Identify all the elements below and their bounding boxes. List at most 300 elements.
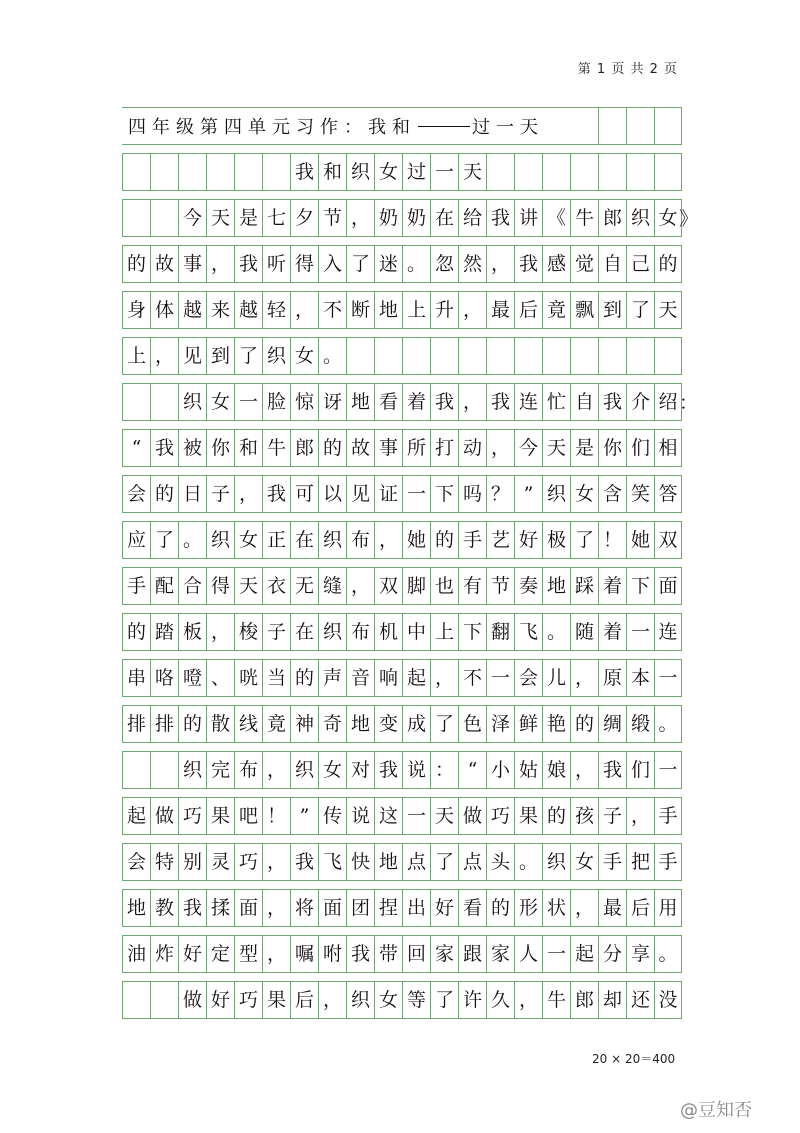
grid-cell: ，: [150, 338, 178, 374]
grid-cell: ，: [570, 890, 598, 926]
grid-cell: 地: [122, 890, 150, 926]
grid-cell: 得: [206, 568, 234, 604]
grid-cell: 一: [234, 384, 262, 420]
grid-cell: ，: [514, 982, 542, 1018]
grid-cell: 子: [598, 798, 626, 834]
grid-cell: 却: [598, 982, 626, 1018]
grid-cell: ，: [262, 752, 290, 788]
composition-grid: [122, 97, 698, 1017]
grid-cell: [654, 338, 682, 374]
grid-cell: 娘: [542, 752, 570, 788]
grid-row: [122, 373, 698, 419]
grid-row: [122, 97, 682, 143]
grid-cell: 正: [262, 522, 290, 558]
grid-cell: 见: [178, 338, 206, 374]
grid-cell: 子: [262, 614, 290, 650]
grid-cell: 奶: [374, 200, 402, 236]
grid-cell: 布: [346, 614, 374, 650]
grid-cell: 做: [150, 798, 178, 834]
grid-cell: [486, 154, 514, 190]
grid-cell: 被: [178, 430, 206, 466]
assignment-prefix: 四年级第四单元习作：我和: [128, 117, 416, 138]
grid-cell: ，: [346, 568, 374, 604]
grid-cell: 踏: [150, 614, 178, 650]
grid-cell: 一: [626, 614, 654, 650]
grid-cell: 起: [570, 936, 598, 972]
grid-row: [122, 281, 682, 327]
grid-cell: 织: [346, 982, 374, 1018]
grid-cell: 手: [654, 798, 682, 834]
grid-cell: 郎: [290, 430, 318, 466]
grid-cell: 型: [234, 936, 262, 972]
grid-cell: 织: [626, 200, 654, 236]
grid-cell: [234, 154, 262, 190]
grid-cell: 听: [262, 246, 290, 282]
grid-cell: 女: [570, 476, 598, 512]
grid-cell: 。: [654, 706, 682, 742]
grid-cell: 了: [626, 292, 654, 328]
grid-cell: 我: [346, 936, 374, 972]
grid-cell: 巧: [486, 798, 514, 834]
grid-cell: 捏: [374, 890, 402, 926]
grid-cell: 我: [290, 154, 318, 190]
grid-cell: 在: [430, 200, 458, 236]
grid-cell: 翻: [486, 614, 514, 650]
grid-cell: 们: [626, 430, 654, 466]
grid-cell: 吧: [234, 798, 262, 834]
grid-cell: 上: [402, 292, 430, 328]
grid-cell: 郎: [598, 200, 626, 236]
grid-cell: 织: [542, 844, 570, 880]
grid-cell: 变: [374, 706, 402, 742]
grid-cell: 巧: [234, 982, 262, 1018]
grid-cell: 介: [626, 384, 654, 420]
grid-cell: [542, 338, 570, 374]
grid-cell: 后: [514, 292, 542, 328]
grid-cell: ，: [626, 798, 654, 834]
grid-cell: ！: [262, 798, 290, 834]
grid-cell: 我: [486, 384, 514, 420]
grid-row: [122, 925, 682, 971]
grid-cell: 分: [598, 936, 626, 972]
grid-cell: 越: [178, 292, 206, 328]
grid-cell: 把: [626, 844, 654, 880]
grid-cell: 一: [542, 936, 570, 972]
grid-cell: 我: [178, 890, 206, 926]
grid-cell: 看: [458, 890, 486, 926]
grid-cell: 所: [402, 430, 430, 466]
grid-row: [122, 419, 682, 465]
grid-cell: 事: [178, 246, 206, 282]
grid-cell: ，: [486, 430, 514, 466]
grid-cell: 体: [150, 292, 178, 328]
grid-cell: 。: [542, 614, 570, 650]
grid-cell: 出: [402, 890, 430, 926]
grid-cell: [598, 108, 626, 144]
grid-cell: 双: [374, 568, 402, 604]
grid-cell: 她: [626, 522, 654, 558]
grid-cell: [150, 154, 178, 190]
grid-cell: 飘: [570, 292, 598, 328]
grid-cell: 的: [290, 660, 318, 696]
grid-cell: 梭: [234, 614, 262, 650]
grid-cell: 故: [346, 430, 374, 466]
grid-cell: 的: [122, 246, 150, 282]
grid-cell: 成: [402, 706, 430, 742]
grid-row: [122, 465, 682, 511]
grid-cell: 小: [486, 752, 514, 788]
grid-cell: ，: [458, 384, 486, 420]
grid-cell: 织: [318, 522, 346, 558]
grid-cell: 忽: [430, 246, 458, 282]
grid-cell: 己: [626, 246, 654, 282]
grid-cell: 下: [458, 614, 486, 650]
grid-cell: 衣: [262, 568, 290, 604]
grid-cell: 们: [626, 752, 654, 788]
grid-cell: 和: [318, 154, 346, 190]
page-number: 第 1 页 共 2 页: [577, 62, 678, 77]
grid-cell: 灵: [206, 844, 234, 880]
grid-cell: 双: [654, 522, 682, 558]
grid-cell: 等: [402, 982, 430, 1018]
grid-cell: 。: [178, 522, 206, 558]
grid-cell: 子: [206, 476, 234, 512]
grid-cell: [150, 982, 178, 1018]
grid-cell: 天: [542, 430, 570, 466]
grid-cell: [570, 154, 598, 190]
grid-cell: 孩: [570, 798, 598, 834]
grid-cell: 织: [318, 614, 346, 650]
grid-cell: 我: [374, 752, 402, 788]
grid-cell: 了: [430, 844, 458, 880]
grid-cell: 天: [206, 200, 234, 236]
grid-cell: 的: [542, 798, 570, 834]
grid-cell: 了: [430, 982, 458, 1018]
grid-cell: 手: [122, 568, 150, 604]
grid-cell: 好: [514, 522, 542, 558]
grid-cell: 咯: [150, 660, 178, 696]
grid-cell: 泽: [486, 706, 514, 742]
grid-cell: ，: [262, 936, 290, 972]
grid-cell: 的: [318, 430, 346, 466]
grid-cell: 日: [178, 476, 206, 512]
grid-cell: 觉: [570, 246, 598, 282]
grid-cell: 久: [486, 982, 514, 1018]
grid-cell: 在: [290, 614, 318, 650]
grid-cell: 面: [318, 890, 346, 926]
grid-cell: 见: [346, 476, 374, 512]
grid-cell: 的: [654, 246, 682, 282]
grid-cell: 地: [542, 568, 570, 604]
grid-cell: 。: [654, 936, 682, 972]
grid-cell: 我: [486, 200, 514, 236]
grid-cell: 牛: [570, 200, 598, 236]
assignment-line: [122, 108, 544, 144]
grid-cell: 应: [122, 522, 150, 558]
grid-cell: 回: [402, 936, 430, 972]
grid-cell: 一: [654, 660, 682, 696]
grid-cell: 也: [430, 568, 458, 604]
grid-row: [122, 235, 682, 281]
grid-cell: 织: [346, 154, 374, 190]
grid-cell: 快: [346, 844, 374, 880]
grid-cell: 七: [262, 200, 290, 236]
grid-cell: 天: [458, 154, 486, 190]
grid-cell: 越: [234, 292, 262, 328]
grid-cell: [374, 338, 402, 374]
grid-cell: 噔: [178, 660, 206, 696]
grid-cell: 家: [430, 936, 458, 972]
grid-cell: 合: [178, 568, 206, 604]
grid-cell: ，: [458, 292, 486, 328]
grid-cell: 你: [598, 430, 626, 466]
grid-cell: 头: [486, 844, 514, 880]
grid-cell: 奶: [402, 200, 430, 236]
grid-cell: 连: [514, 384, 542, 420]
grid-cell: 布: [346, 522, 374, 558]
grid-cell: 一: [654, 752, 682, 788]
grid-cell: 我: [262, 476, 290, 512]
grid-cell: 果: [206, 798, 234, 834]
grid-cell: 可: [290, 476, 318, 512]
grid-cell: 织: [290, 752, 318, 788]
grid-cell: 、: [206, 660, 234, 696]
grid-cell: [514, 338, 542, 374]
grid-cell: 我: [150, 430, 178, 466]
grid-cell: 证: [374, 476, 402, 512]
grid-cell: [402, 338, 430, 374]
grid-cell: 是: [570, 430, 598, 466]
grid-cell: 团: [346, 890, 374, 926]
grid-cell: 教: [150, 890, 178, 926]
grid-cell: 是: [234, 200, 262, 236]
grid-cell: 轻: [262, 292, 290, 328]
grid-cell: 色: [458, 706, 486, 742]
grid-cell: [122, 752, 150, 788]
grid-row: [122, 327, 682, 373]
grid-cell: 地: [346, 384, 374, 420]
grid-cell: 和: [234, 430, 262, 466]
grid-cell: 。: [514, 844, 542, 880]
grid-cell: 织: [178, 384, 206, 420]
grid-cell: 《: [542, 200, 570, 236]
grid-cell: 无: [290, 568, 318, 604]
grid-cell: 牛: [262, 430, 290, 466]
grid-cell: 手: [654, 844, 682, 880]
grid-cell: 了: [570, 522, 598, 558]
grid-cell: 一: [402, 476, 430, 512]
grid-cell: ，: [262, 890, 290, 926]
grid-cell: 的: [570, 706, 598, 742]
grid-cell: 节: [486, 568, 514, 604]
grid-cell: 忙: [542, 384, 570, 420]
grid-cell: 声: [318, 660, 346, 696]
grid-cell: [654, 108, 682, 144]
grid-cell: [150, 752, 178, 788]
grid-cell: 我: [290, 844, 318, 880]
grid-cell: 。: [402, 246, 430, 282]
grid-cell: 极: [542, 522, 570, 558]
grid-cell: 女: [318, 752, 346, 788]
grid-cell: 点: [402, 844, 430, 880]
grid-cell: ，: [318, 982, 346, 1018]
grid-cell: 断: [346, 292, 374, 328]
grid-cell: 不: [318, 292, 346, 328]
grid-cell: 音: [346, 660, 374, 696]
grid-cell: 我: [598, 384, 626, 420]
grid-cell: 的: [486, 890, 514, 926]
grid-cell: 她: [402, 522, 430, 558]
grid-cell: 的: [178, 706, 206, 742]
grid-cell: 点: [458, 844, 486, 880]
grid-cell: 传: [318, 798, 346, 834]
grid-cell: 我: [598, 752, 626, 788]
grid-cell: 来: [206, 292, 234, 328]
grid-cell: ，: [262, 844, 290, 880]
grid-cell: 炸: [150, 936, 178, 972]
grid-cell: [514, 154, 542, 190]
grid-cell: 下: [430, 476, 458, 512]
grid-cell: 脚: [402, 568, 430, 604]
grid-cell: 织: [542, 476, 570, 512]
grid-cell: [122, 200, 150, 236]
grid-cell: “: [458, 752, 486, 788]
grid-cell: 上: [122, 338, 150, 374]
grid-cell: 随: [570, 614, 598, 650]
grid-cell: 完: [206, 752, 234, 788]
grid-cell: 织: [178, 752, 206, 788]
grid-cell: ？: [486, 476, 514, 512]
grid-cell: 节: [318, 200, 346, 236]
grid-cell: 绍: [654, 384, 682, 420]
grid-cell: 含: [598, 476, 626, 512]
grid-cell: 手: [458, 522, 486, 558]
grid-cell: [178, 154, 206, 190]
grid-cell: 了: [234, 338, 262, 374]
grid-cell: 讲: [514, 200, 542, 236]
grid-cell: 面: [654, 568, 682, 604]
grid-cell: 形: [514, 890, 542, 926]
grid-cell: 线: [234, 706, 262, 742]
grid-cell: 过: [402, 154, 430, 190]
grid-cell: 油: [122, 936, 150, 972]
grid-cell: ，: [430, 660, 458, 696]
grid-cell: 会: [122, 844, 150, 880]
grid-row: [122, 879, 682, 925]
grid-cell: ，: [374, 522, 402, 558]
fill-blank: [418, 126, 470, 127]
grid-cell: 上: [430, 614, 458, 650]
grid-cell: 事: [374, 430, 402, 466]
grid-cell: 今: [514, 430, 542, 466]
grid-cell: [598, 338, 626, 374]
grid-cell: 家: [486, 936, 514, 972]
grid-cell: 串: [122, 660, 150, 696]
grid-cell: 身: [122, 292, 150, 328]
grid-row: [122, 695, 682, 741]
grid-cell: 享: [626, 936, 654, 972]
grid-cell: 手: [598, 844, 626, 880]
grid-cell: 说: [346, 798, 374, 834]
grid-cell: 女: [570, 844, 598, 880]
grid-cell: 儿: [542, 660, 570, 696]
grid-row: [122, 603, 682, 649]
grid-row: [122, 741, 682, 787]
grid-cell: ，: [570, 752, 598, 788]
grid-cell: 脸: [262, 384, 290, 420]
grid-cell: [542, 154, 570, 190]
grid-cell: 女: [374, 154, 402, 190]
grid-cell: 缝: [318, 568, 346, 604]
grid-cell: 绸: [598, 706, 626, 742]
grid-cell: [570, 338, 598, 374]
grid-cell: 然: [458, 246, 486, 282]
grid-cell: 我: [430, 384, 458, 420]
grid-cell: 女: [374, 982, 402, 1018]
grid-cell: 连: [654, 614, 682, 650]
grid-cell: 到: [206, 338, 234, 374]
grid-cell: 下: [626, 568, 654, 604]
grid-cell: [206, 154, 234, 190]
grid-cell: 奏: [514, 568, 542, 604]
grid-cell: 了: [430, 706, 458, 742]
grid-cell: ，: [206, 614, 234, 650]
grid-cell: 将: [290, 890, 318, 926]
grid-cell: ！: [598, 522, 626, 558]
grid-cell: 的: [430, 522, 458, 558]
grid-cell: 夕: [290, 200, 318, 236]
grid-cell: 。: [318, 338, 346, 374]
grid-cell: [626, 108, 654, 144]
grid-cell: 自: [598, 246, 626, 282]
grid-cell: [458, 338, 486, 374]
grid-cell: 奇: [318, 706, 346, 742]
grid-cell: 讶: [318, 384, 346, 420]
grid-cell: 你: [206, 430, 234, 466]
grid-cell: 排: [150, 706, 178, 742]
grid-cell: 自: [570, 384, 598, 420]
grid-cell: 女: [654, 200, 682, 236]
grid-cell: 揉: [206, 890, 234, 926]
grid-cell: 看: [374, 384, 402, 420]
grid-cell: 会: [514, 660, 542, 696]
grid-cell: 后: [290, 982, 318, 1018]
grid-cell: 原: [598, 660, 626, 696]
grid-cell: [598, 154, 626, 190]
grid-cell: 定: [206, 936, 234, 972]
grid-cell: 状: [542, 890, 570, 926]
grid-cell: “: [122, 430, 150, 466]
grid-cell: 起: [402, 660, 430, 696]
grid-cell: 郎: [570, 982, 598, 1018]
grid-cell: 布: [234, 752, 262, 788]
grid-cell: 入: [318, 246, 346, 282]
grid-cell: [346, 338, 374, 374]
grid-row: [122, 787, 682, 833]
grid-cell: 散: [206, 706, 234, 742]
grid-cell: 排: [122, 706, 150, 742]
grid-cell: 着: [598, 614, 626, 650]
grid-cell: 姑: [514, 752, 542, 788]
grid-cell: 跟: [458, 936, 486, 972]
grid-cell: 相: [654, 430, 682, 466]
grid-cell: 了: [150, 522, 178, 558]
grid-cell: 会: [122, 476, 150, 512]
grid-cell: ，: [206, 246, 234, 282]
grid-cell: 地: [374, 292, 402, 328]
grid-cell: 飞: [514, 614, 542, 650]
grid-cell: 咐: [318, 936, 346, 972]
